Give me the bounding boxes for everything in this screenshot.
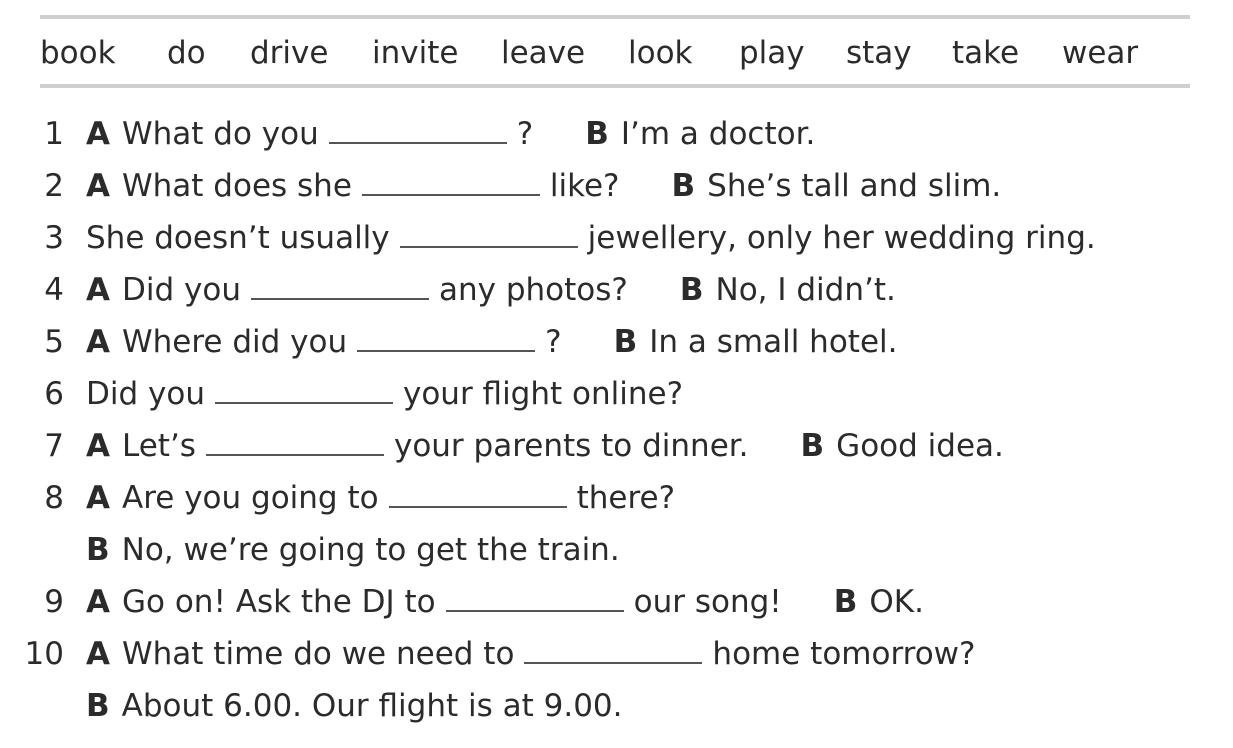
speaker-b-label: B	[585, 116, 609, 152]
answer-blank[interactable]	[206, 428, 384, 456]
speaker-a-label: A	[86, 428, 110, 464]
speaker-b-text: About 6.00. Our flight is at 9.00.	[121, 688, 623, 724]
speaker-b-text: OK.	[869, 584, 924, 620]
item-text-after: jewellery, only her wedding ring.	[587, 220, 1096, 256]
item-text-after: any photos?	[438, 272, 628, 308]
item-text-after: there?	[576, 480, 676, 516]
item-text-before: She doesn’t usually	[86, 220, 390, 256]
word-box-word: drive	[250, 35, 329, 71]
word-box-word: do	[167, 35, 206, 71]
item-text-after: ?	[516, 116, 534, 152]
exercise-item-9	[0, 580, 1233, 624]
item-text-before: Let’s	[122, 428, 196, 464]
speaker-b-text: She’s tall and slim.	[707, 168, 1002, 204]
item-number: 1	[44, 116, 64, 152]
word-box-word: stay	[846, 35, 912, 71]
speaker-b-label: B	[86, 532, 110, 568]
speaker-b-label: B	[679, 272, 704, 308]
speaker-b-text: No, I didn’t.	[715, 272, 896, 308]
exercise-item-7	[0, 424, 1233, 468]
word-box-word: take	[952, 35, 1020, 71]
speaker-b-label: B	[613, 324, 638, 360]
item-number: 6	[44, 376, 64, 412]
speaker-b-text: Good idea.	[836, 428, 1004, 464]
item-text-before: Are you going to	[122, 480, 379, 516]
answer-blank[interactable]	[400, 220, 578, 248]
speaker-a-label: A	[86, 168, 110, 204]
answer-blank[interactable]	[389, 480, 567, 508]
answer-blank[interactable]	[357, 324, 535, 352]
exercise-item-5	[0, 320, 1233, 364]
word-box-bottom-rule	[40, 84, 1190, 88]
speaker-b-text: No, we’re going to get the train.	[121, 532, 620, 568]
item-text-after: like?	[549, 168, 620, 204]
speaker-a-label: A	[86, 272, 110, 308]
speaker-b-label: B	[86, 688, 110, 724]
answer-blank[interactable]	[329, 116, 507, 144]
item-number: 8	[44, 480, 64, 516]
word-box-word: leave	[501, 35, 586, 71]
exercise-item-4	[0, 268, 1233, 312]
speaker-a-label: A	[86, 480, 110, 516]
word-box-top-rule	[40, 15, 1190, 19]
speaker-a-label: A	[86, 584, 110, 620]
item-number: 10	[24, 636, 64, 672]
word-box-word: invite	[372, 35, 459, 71]
item-number: 5	[44, 324, 64, 360]
speaker-a-label: A	[86, 324, 110, 360]
item-text-before: Go on! Ask the DJ to	[122, 584, 436, 620]
answer-blank[interactable]	[251, 272, 429, 300]
exercise-item-8-reply	[0, 528, 1233, 572]
speaker-b-label: B	[800, 428, 825, 464]
exercise-item-2	[0, 164, 1233, 208]
exercise-item-3	[0, 216, 1233, 260]
item-text-before: What does she	[122, 168, 352, 204]
item-text-after: your parents to dinner.	[393, 428, 749, 464]
item-text-after: your flight online?	[402, 376, 684, 412]
item-number: 3	[44, 220, 64, 256]
exercise-item-8	[0, 476, 1233, 520]
exercise-item-1	[0, 112, 1233, 156]
item-text-after: our song!	[633, 584, 782, 620]
answer-blank[interactable]	[524, 636, 702, 664]
item-text-after: ?	[545, 324, 562, 360]
speaker-a-label: A	[86, 116, 110, 152]
exercise-item-6	[0, 372, 1233, 416]
word-box-word: book	[40, 35, 116, 71]
item-number: 2	[44, 168, 64, 204]
item-text-before: Did you	[122, 272, 241, 308]
exercise-item-10	[0, 632, 1233, 676]
speaker-b-text: In a small hotel.	[649, 324, 898, 360]
item-number: 9	[44, 584, 64, 620]
speaker-b-label: B	[671, 168, 696, 204]
speaker-b-text: I’m a doctor.	[620, 116, 816, 152]
speaker-a-label: A	[86, 636, 110, 672]
answer-blank[interactable]	[446, 584, 624, 612]
item-text-before: What do you	[122, 116, 319, 152]
item-text-before: Did you	[86, 376, 205, 412]
word-box-word: look	[628, 35, 693, 71]
word-box-word: play	[739, 35, 805, 71]
item-number: 4	[44, 272, 64, 308]
item-text-before: What time do we need to	[122, 636, 515, 672]
answer-blank[interactable]	[215, 376, 393, 404]
item-number: 7	[44, 428, 64, 464]
answer-blank[interactable]	[362, 168, 540, 196]
item-text-before: Where did you	[122, 324, 348, 360]
item-text-after: home tomorrow?	[712, 636, 976, 672]
speaker-b-label: B	[833, 584, 858, 620]
word-box-word: wear	[1062, 35, 1139, 71]
exercise-item-10-reply	[0, 684, 1233, 728]
